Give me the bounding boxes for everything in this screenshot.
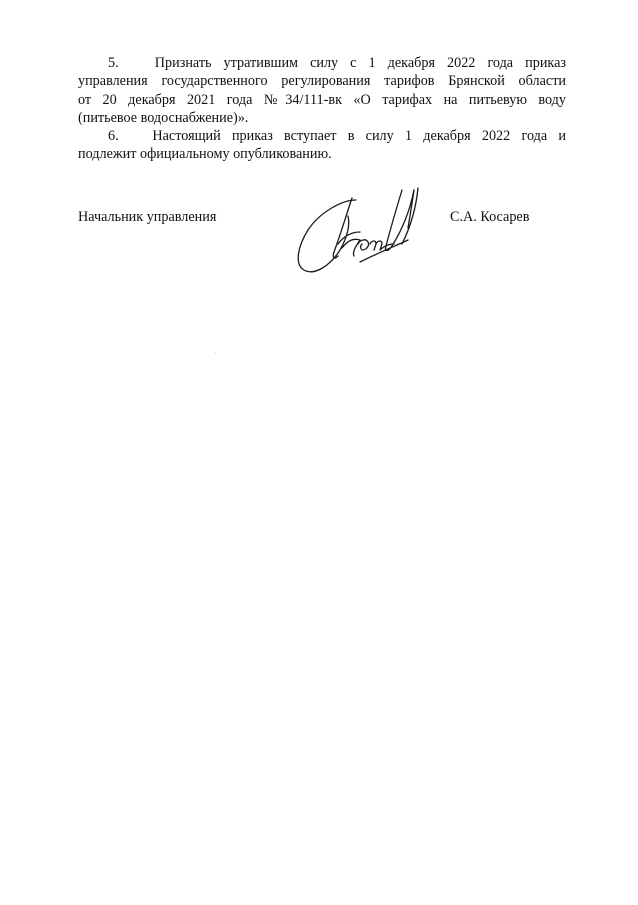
paragraph-line: Признать утратившим силу с 1 декабря 2022 года приказ xyxy=(154,55,567,71)
signature-block xyxy=(78,208,566,278)
paragraph-number: 5. xyxy=(108,55,119,71)
paragraph-line: от 20 декабря 2021 года №34/111-вк «О тарифах на питьевую воду xyxy=(78,91,566,108)
paragraph-line: (питьевое водоснабжение)». xyxy=(78,110,249,127)
paragraph-line: управления государственного регулирования тарифов Брянской области xyxy=(78,73,566,90)
paragraph-5 xyxy=(78,54,566,128)
paragraph-line: Настоящий приказ вступает в силу 1 декабря 2022 года и xyxy=(152,128,566,144)
signatory-name: С.А. Косарев xyxy=(450,209,530,225)
scan-artifact xyxy=(215,352,216,353)
signatory-position: Начальник управления xyxy=(78,209,217,225)
handwritten-signature xyxy=(290,186,440,278)
paragraph-number: 6. xyxy=(108,128,119,144)
paragraph-line: подлежит официальному опубликованию. xyxy=(78,146,332,163)
paragraph-6 xyxy=(78,127,566,164)
